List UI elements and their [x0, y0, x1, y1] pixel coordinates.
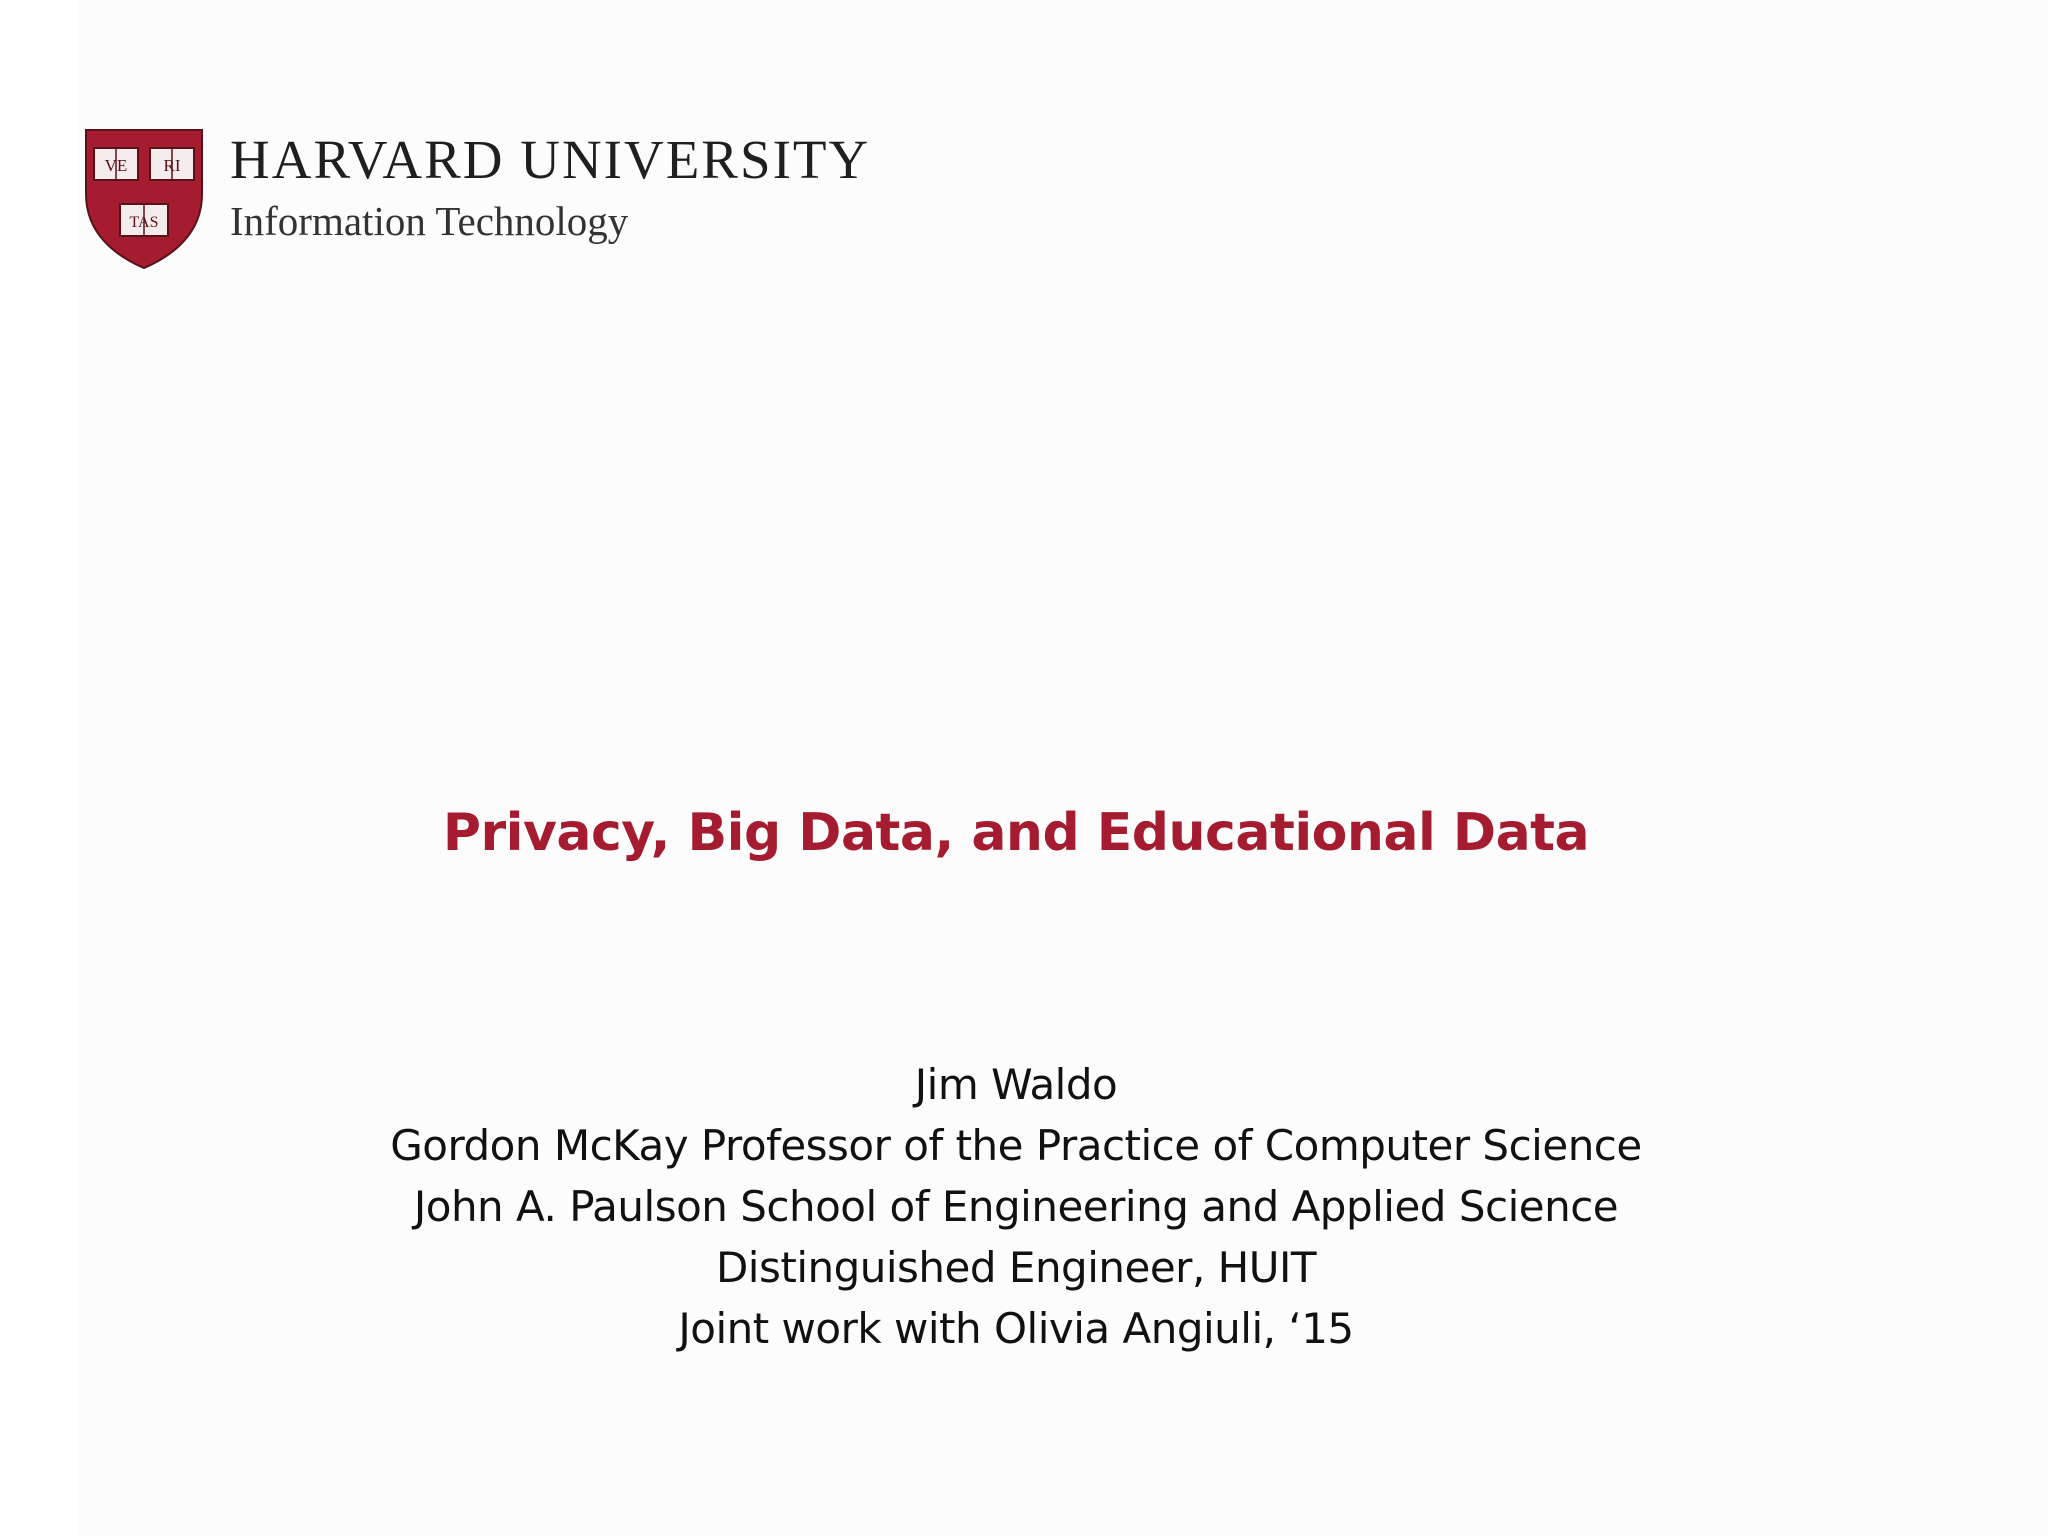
harvard-shield-logo — [84, 128, 204, 270]
motto-tas: TAS — [129, 214, 159, 231]
slide-header — [84, 128, 984, 272]
motto-ve: VE — [104, 156, 128, 175]
department-name: Information Technology — [230, 198, 629, 244]
author-name: Jim Waldo — [914, 1060, 1118, 1109]
author-block — [0, 1054, 2032, 1359]
collaborator-credit: Joint work with Olivia Angiuli, ‘15 — [678, 1304, 1354, 1353]
university-name: HARVARD UNIVERSITY — [230, 129, 871, 190]
slide-title: Privacy, Big Data, and Educational Data — [442, 803, 1590, 863]
author-school: John A. Paulson School of Engineering and Applied Science — [413, 1182, 1619, 1231]
motto-ri: RI — [163, 156, 181, 175]
harvard-wordmark — [230, 128, 870, 244]
author-title: Gordon McKay Professor of the Practice of Computer Science — [390, 1121, 1642, 1170]
author-role: Distinguished Engineer, HUIT — [715, 1243, 1317, 1292]
